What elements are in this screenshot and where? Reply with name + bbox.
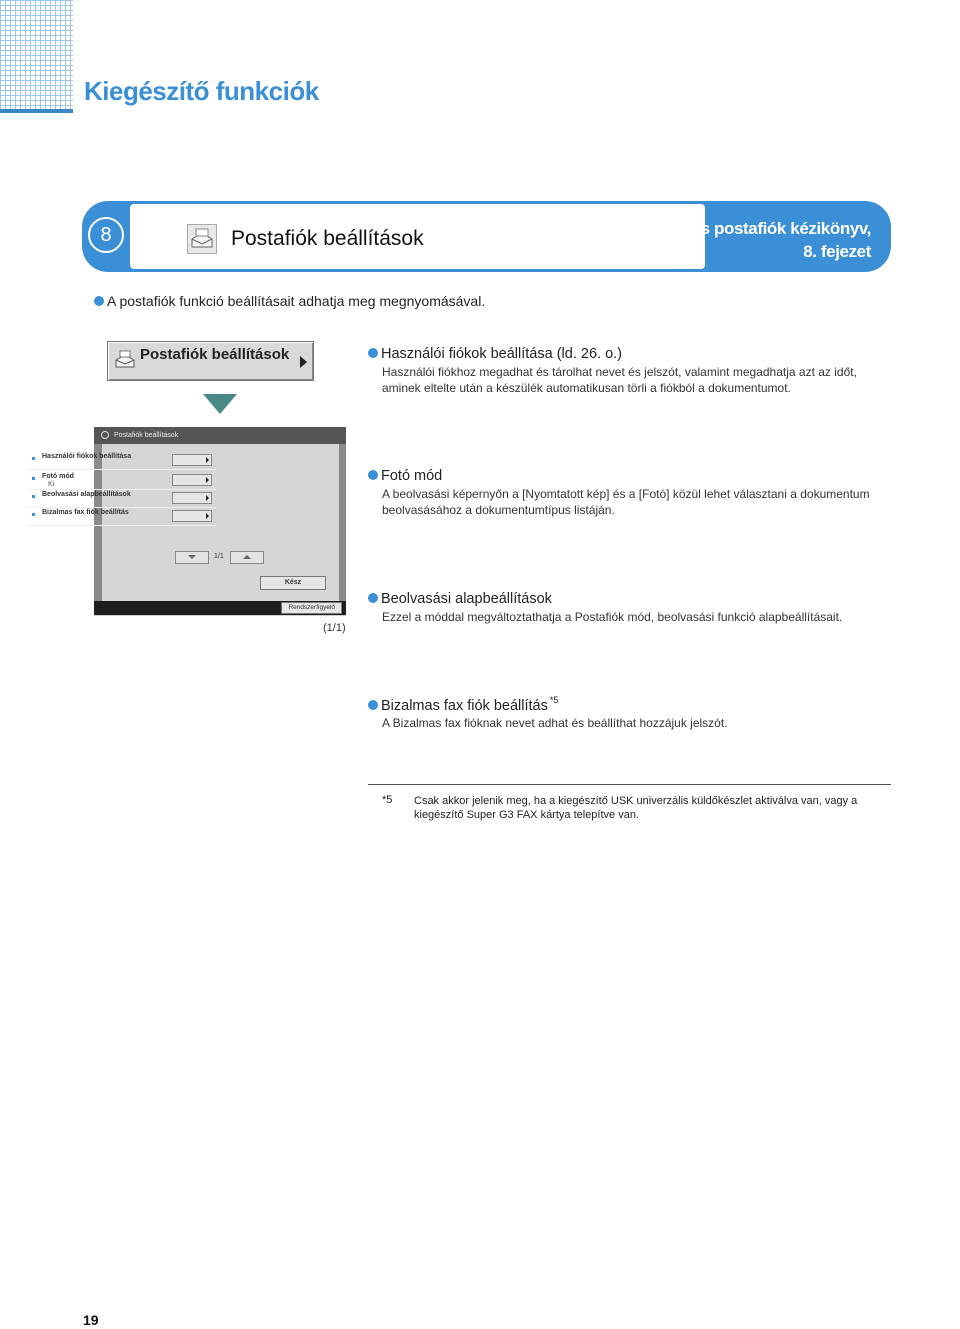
- bullet-icon: [32, 513, 35, 516]
- section-title: Postafiók beállítások: [231, 227, 424, 250]
- manual-reference-line2: 8. fejezet: [803, 242, 871, 261]
- menu-row-arrow-button[interactable]: [172, 492, 212, 504]
- screen-title: [94, 427, 346, 444]
- item-title-label: Fotó mód: [381, 468, 443, 484]
- item-title-label: Beolvasási alapbeállítások: [381, 591, 552, 607]
- intro-label: A postafiók funkció beállításait adhatja meg megnyomásával.: [107, 293, 486, 309]
- mailbox-icon: [114, 350, 136, 370]
- footnote-divider: [368, 784, 891, 785]
- item-title-user-accounts: [368, 346, 622, 362]
- menu-row-value: Ki: [48, 481, 55, 488]
- menu-row-label: Használói fiókok beállítása: [42, 453, 132, 460]
- menu-row-arrow-button[interactable]: [172, 454, 212, 466]
- page-up-button[interactable]: [230, 551, 264, 564]
- item-desc-confidential-fax: A Bizalmas fax fióknak nevet adhat és beállíthat hozzájuk jelszót.: [382, 716, 728, 730]
- item-title-label: Bizalmas fax fiók beállítás: [381, 698, 548, 714]
- bullet-icon: [94, 296, 104, 306]
- footnote-mark: *5: [382, 794, 393, 806]
- item-desc-user-accounts: Használói fiókhoz megadhat és tárolhat nevet és jelszót, valamint megadhatja azt az időt, aminek eltelte után a készülék automatikusan törli a fiókból a dokumentumot.: [382, 365, 857, 395]
- menu-row-arrow-button[interactable]: [172, 474, 212, 486]
- menu-row-arrow-button[interactable]: [172, 510, 212, 522]
- done-button[interactable]: Kész: [260, 576, 326, 590]
- pager-count: 1/1: [214, 553, 224, 560]
- menu-row-user-accounts[interactable]: [26, 451, 216, 470]
- mailbox-icon: [101, 431, 109, 439]
- bullet-icon: [32, 495, 35, 498]
- bullet-icon: [368, 348, 378, 358]
- intro-text: [94, 293, 485, 309]
- bullet-icon: [368, 593, 378, 603]
- screen-title-label: Postafiók beállítások: [114, 432, 179, 439]
- manual-reference: [631, 217, 871, 263]
- menu-row-label: Beolvasási alapbeállítások: [42, 491, 131, 498]
- manual-reference-line1: Másoló és postafiók kézikönyv,: [631, 219, 871, 238]
- menu-row-confidential-fax[interactable]: [26, 507, 216, 526]
- mailbox-icon: [187, 224, 217, 254]
- bullet-icon: [368, 470, 378, 480]
- bullet-icon: [368, 700, 378, 710]
- bullet-icon: [32, 457, 35, 460]
- header-underline: [0, 109, 73, 113]
- page-indicator: (1/1): [323, 622, 346, 634]
- key-label: Postafiók beállítások: [140, 346, 290, 363]
- item-title-confidential-fax: [368, 695, 558, 714]
- arrow-down-icon: [203, 394, 237, 414]
- page-down-button[interactable]: [175, 551, 209, 564]
- item-desc-photo-mode: A beolvasási képernyőn a [Nyomtatott kép] és a [Fotó] közül lehet választani a dokumentum beolvasásához a dokumentumtípus listáján.: [382, 487, 870, 517]
- menu-row-label: Fotó mód: [42, 473, 74, 480]
- menu-row-label: Bizalmas fax fiók beállítás: [42, 509, 129, 516]
- header-grid-decoration: [0, 0, 73, 112]
- banner-title-panel: [130, 204, 705, 269]
- menu-row-photo-mode[interactable]: [26, 471, 216, 490]
- footnote-text: Csak akkor jelenik meg, ha a kiegészítő USK univerzális küldőkészlet aktiválva van, vagy a kiegészítő Super G3 FAX kártya telepítve van.: [414, 795, 858, 821]
- item-desc-scan-defaults: Ezzel a móddal megváltoztathatja a Postafiók mód, beolvasási funkció alapbeállításait.: [382, 610, 843, 624]
- item-title-scan-defaults: [368, 591, 552, 607]
- postafiok-key-button[interactable]: [107, 341, 314, 381]
- menu-row-scan-defaults[interactable]: [26, 489, 216, 508]
- system-monitor-button[interactable]: Rendszerfigyelő: [281, 602, 342, 614]
- page-number: 19: [83, 1312, 99, 1328]
- bullet-icon: [32, 477, 35, 480]
- section-number: 8: [88, 217, 124, 253]
- footnote-reference: *5: [549, 695, 559, 705]
- item-title-photo-mode: [368, 468, 442, 484]
- chapter-title: Kiegészítő funkciók: [84, 76, 319, 106]
- arrow-right-icon: [300, 356, 307, 368]
- screen-right-rail: [339, 444, 346, 602]
- item-title-label: Használói fiókok beállítása (ld. 26. o.): [381, 346, 622, 362]
- section-banner: [82, 201, 891, 272]
